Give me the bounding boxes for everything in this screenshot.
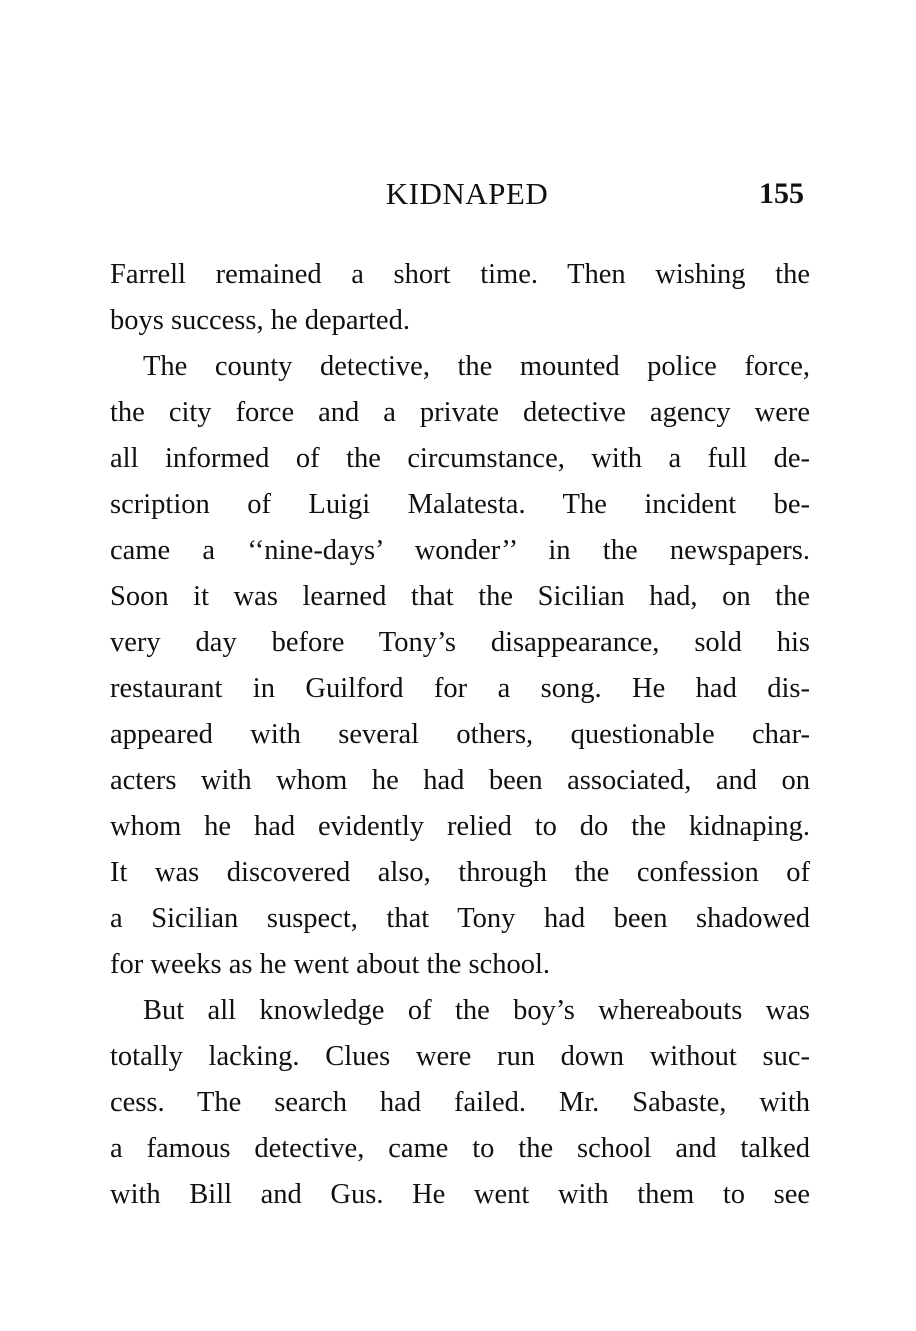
text-line: It was discovered also, through the confession of bbox=[110, 857, 810, 888]
paragraph-2 bbox=[110, 344, 810, 988]
body-text bbox=[110, 252, 810, 1218]
paragraph-1 bbox=[110, 252, 810, 344]
text-line: a Sicilian suspect, that Tony had been shadowed bbox=[110, 903, 810, 934]
paragraph-3 bbox=[110, 988, 810, 1218]
text-line: came a ‘‘nine-days’ wonder’’ in the newspapers. bbox=[110, 535, 810, 566]
text-line: totally lacking. Clues were run down without suc- bbox=[110, 1041, 810, 1072]
text-line: restaurant in Guilford for a song. He had dis- bbox=[110, 673, 810, 704]
text-line: scription of Luigi Malatesta. The incident be- bbox=[110, 489, 810, 520]
running-head bbox=[110, 172, 810, 216]
text-line: The county detective, the mounted police force, bbox=[143, 351, 810, 382]
text-line: a famous detective, came to the school and talked bbox=[110, 1133, 810, 1164]
text-line: all informed of the circumstance, with a full de- bbox=[110, 443, 810, 474]
text-line: But all knowledge of the boy’s whereabouts was bbox=[143, 995, 810, 1026]
text-line: acters with whom he had been associated, and on bbox=[110, 765, 810, 796]
text-line: boys success, he departed. bbox=[110, 305, 410, 336]
text-line: appeared with several others, questionable char- bbox=[110, 719, 810, 750]
text-line: whom he had evidently relied to do the kidnaping. bbox=[110, 811, 810, 842]
running-title: KIDNAPED bbox=[385, 176, 549, 211]
text-line: with Bill and Gus. He went with them to see bbox=[110, 1179, 810, 1210]
page-number: 155 bbox=[759, 177, 804, 210]
text-line: very day before Tony’s disappearance, sold his bbox=[110, 627, 810, 658]
text-line: Soon it was learned that the Sicilian had, on the bbox=[110, 581, 810, 612]
text-line: Farrell remained a short time. Then wishing the bbox=[110, 259, 810, 290]
text-line: for weeks as he went about the school. bbox=[110, 949, 551, 980]
text-line: cess. The search had failed. Mr. Sabaste, with bbox=[110, 1087, 810, 1118]
text-line: the city force and a private detective agency were bbox=[110, 397, 810, 428]
